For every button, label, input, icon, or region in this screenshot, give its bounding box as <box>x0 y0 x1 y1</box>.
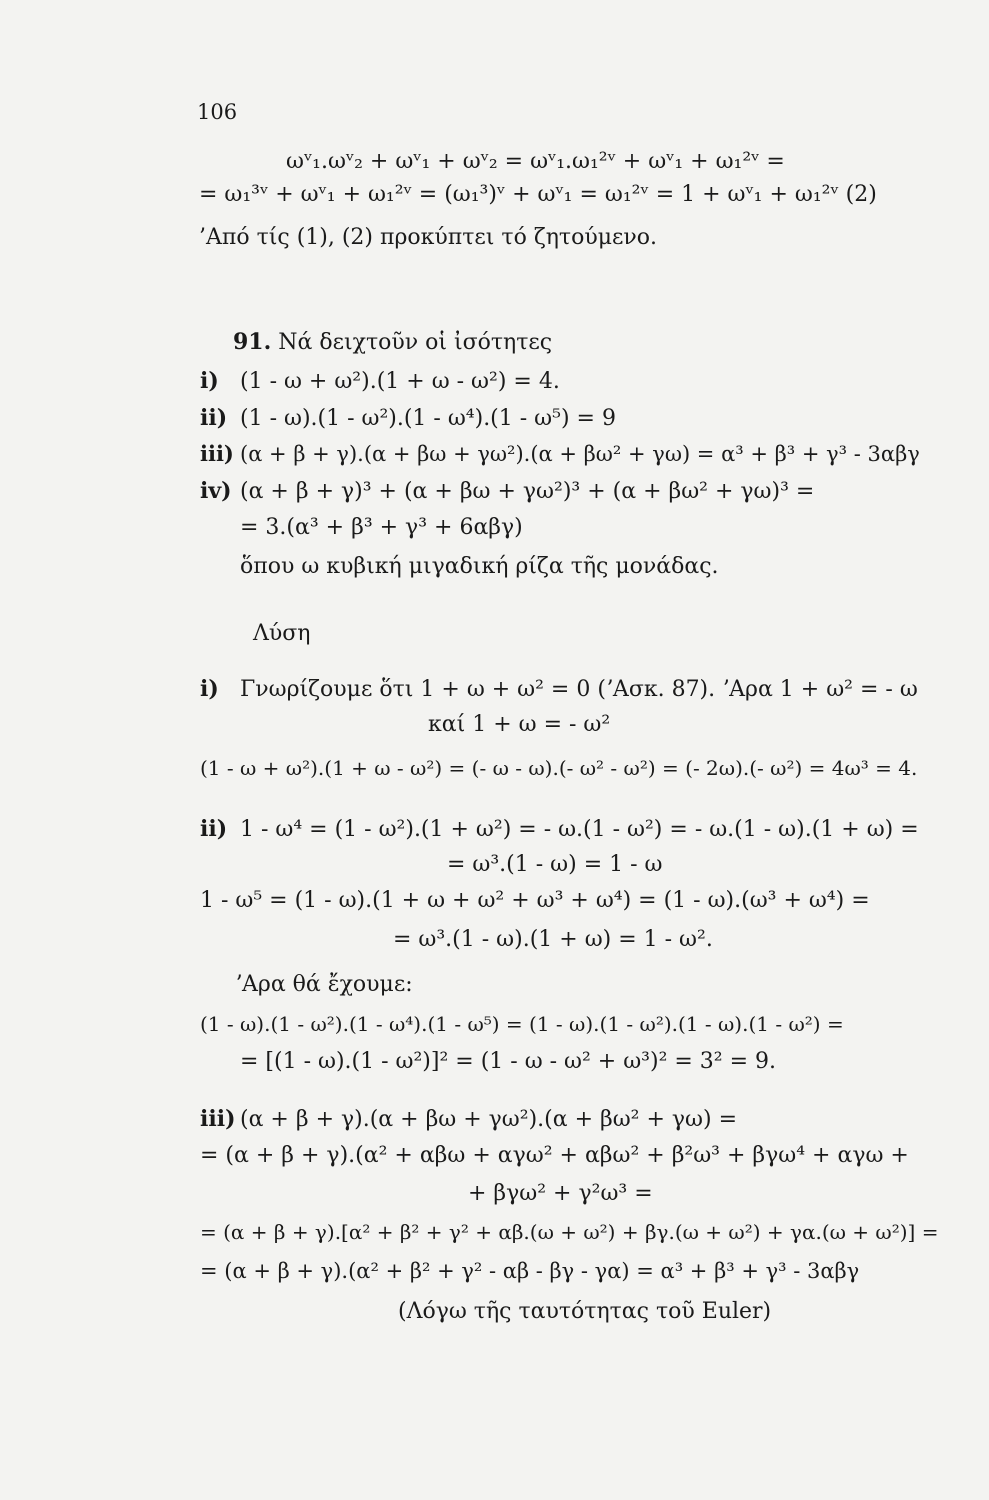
intro-equation-line-1: ωᵛ₁.ωᵛ₂ + ωᵛ₁ + ωᵛ₂ = ωᵛ₁.ω₁²ᵛ + ωᵛ₁ + ω₁²ᵛ = <box>286 149 785 174</box>
exercise-item-ii <box>200 406 616 431</box>
exercise-note: ὅπου ω κυβική μιγαδική ρίζα τῆς μονάδας. <box>240 554 719 579</box>
solution-ii-line-3: 1 - ω⁵ = (1 - ω).(1 + ω + ω² + ω³ + ω⁴) = (1 - ω).(ω³ + ω⁴) = <box>200 888 870 913</box>
solution-i-text: Γνωρίζουμε ὅτι 1 + ω + ω² = 0 (ʼΑσκ. 87). ʼΑρα 1 + ω² = - ω <box>240 677 918 702</box>
solution-ii-line-7: = [(1 - ω).(1 - ω²)]² = (1 - ω - ω² + ω³)² = 3² = 9. <box>240 1049 777 1074</box>
exercise-item-label: i) <box>200 368 219 394</box>
solution-i-line-3: (1 - ω + ω²).(1 + ω - ω²) = (- ω - ω).(- ω² - ω²) = (- 2ω).(- ω²) = 4ω³ = 4. <box>200 756 918 780</box>
exercise-item-iv-continuation: = 3.(α³ + β³ + γ³ + 6αβγ) <box>240 515 523 540</box>
exercise-item-label: iv) <box>200 478 232 504</box>
solution-ii-line-6: (1 - ω).(1 - ω²).(1 - ω⁴).(1 - ω⁵) = (1 - ω).(1 - ω²).(1 - ω).(1 - ω²) = <box>200 1012 844 1036</box>
solution-iii-text: (α + β + γ).(α + βω + γω²).(α + βω² + γω) = <box>240 1107 737 1132</box>
solution-iii-line-4: = (α + β + γ).[α² + β² + γ² + αβ.(ω + ω²) + βγ.(ω + ω²) + γα.(ω + ω²)] = <box>200 1220 939 1244</box>
exercise-item-text: (α + β + γ).(α + βω + γω²).(α + βω² + γω) = α³ + β³ + γ³ - 3αβγ <box>240 442 920 466</box>
solution-iii-line-2: = (α + β + γ).(α² + αβω + αγω² + αβω² + β²ω³ + βγω⁴ + αγω + <box>200 1143 909 1168</box>
exercise-item-text: (α + β + γ)³ + (α + βω + γω²)³ + (α + βω² + γω)³ = <box>240 479 815 504</box>
solution-ii-line-1 <box>200 817 919 842</box>
solution-ii-text: 1 - ω⁴ = (1 - ω²).(1 + ω²) = - ω.(1 - ω²) = - ω.(1 - ω).(1 + ω) = <box>240 817 919 842</box>
solution-iii-line-3: + βγω² + γ²ω³ = <box>468 1181 653 1206</box>
exercise-heading <box>233 330 552 355</box>
exercise-item-iii <box>200 442 920 466</box>
solution-i-line-2: καί 1 + ω = - ω² <box>428 712 611 737</box>
solution-i-label: i) <box>200 676 219 702</box>
exercise-item-iv <box>200 479 814 504</box>
solution-ii-label: ii) <box>200 816 228 842</box>
exercise-item-label: iii) <box>200 441 234 466</box>
solution-ii-line-4: = ω³.(1 - ω).(1 + ω) = 1 - ω². <box>393 927 713 952</box>
solution-i-line-1 <box>200 677 918 702</box>
solution-iii-line-5: = (α + β + γ).(α² + β² + γ² - αβ - βγ - γα) = α³ + β³ + γ³ - 3αβγ <box>200 1259 860 1283</box>
solution-iii-label: iii) <box>200 1106 236 1132</box>
exercise-number: 91. <box>233 329 272 355</box>
solution-iii-line-1 <box>200 1107 737 1132</box>
solution-heading: Λύση <box>253 621 311 646</box>
exercise-item-label: ii) <box>200 405 228 431</box>
intro-equation-line-2: = ω₁³ᵛ + ωᵛ₁ + ω₁²ᵛ = (ω₁³)ᵛ + ωᵛ₁ = ω₁²ᵛ = 1 + ωᵛ₁ + ω₁²ᵛ (2) <box>199 182 877 207</box>
solution-ii-line-5: ʼΑρα θά ἔχουμε: <box>235 972 413 997</box>
page-number: 106 <box>197 100 238 124</box>
intro-conclusion: ’Από τίς (1), (2) προκύπτει τό ζητούμενο. <box>199 225 658 250</box>
exercise-item-text: (1 - ω).(1 - ω²).(1 - ω⁴).(1 - ω⁵) = 9 <box>240 406 616 431</box>
exercise-statement: Νά δειχτοῦν οἱ ἰσότητες <box>278 330 553 355</box>
solution-iii-line-6: (Λόγω τῆς ταυτότητας τοῦ Euler) <box>398 1299 772 1324</box>
solution-ii-line-2: = ω³.(1 - ω) = 1 - ω <box>447 852 663 877</box>
exercise-item-i <box>200 369 560 394</box>
exercise-item-text: (1 - ω + ω²).(1 + ω - ω²) = 4. <box>240 369 560 394</box>
